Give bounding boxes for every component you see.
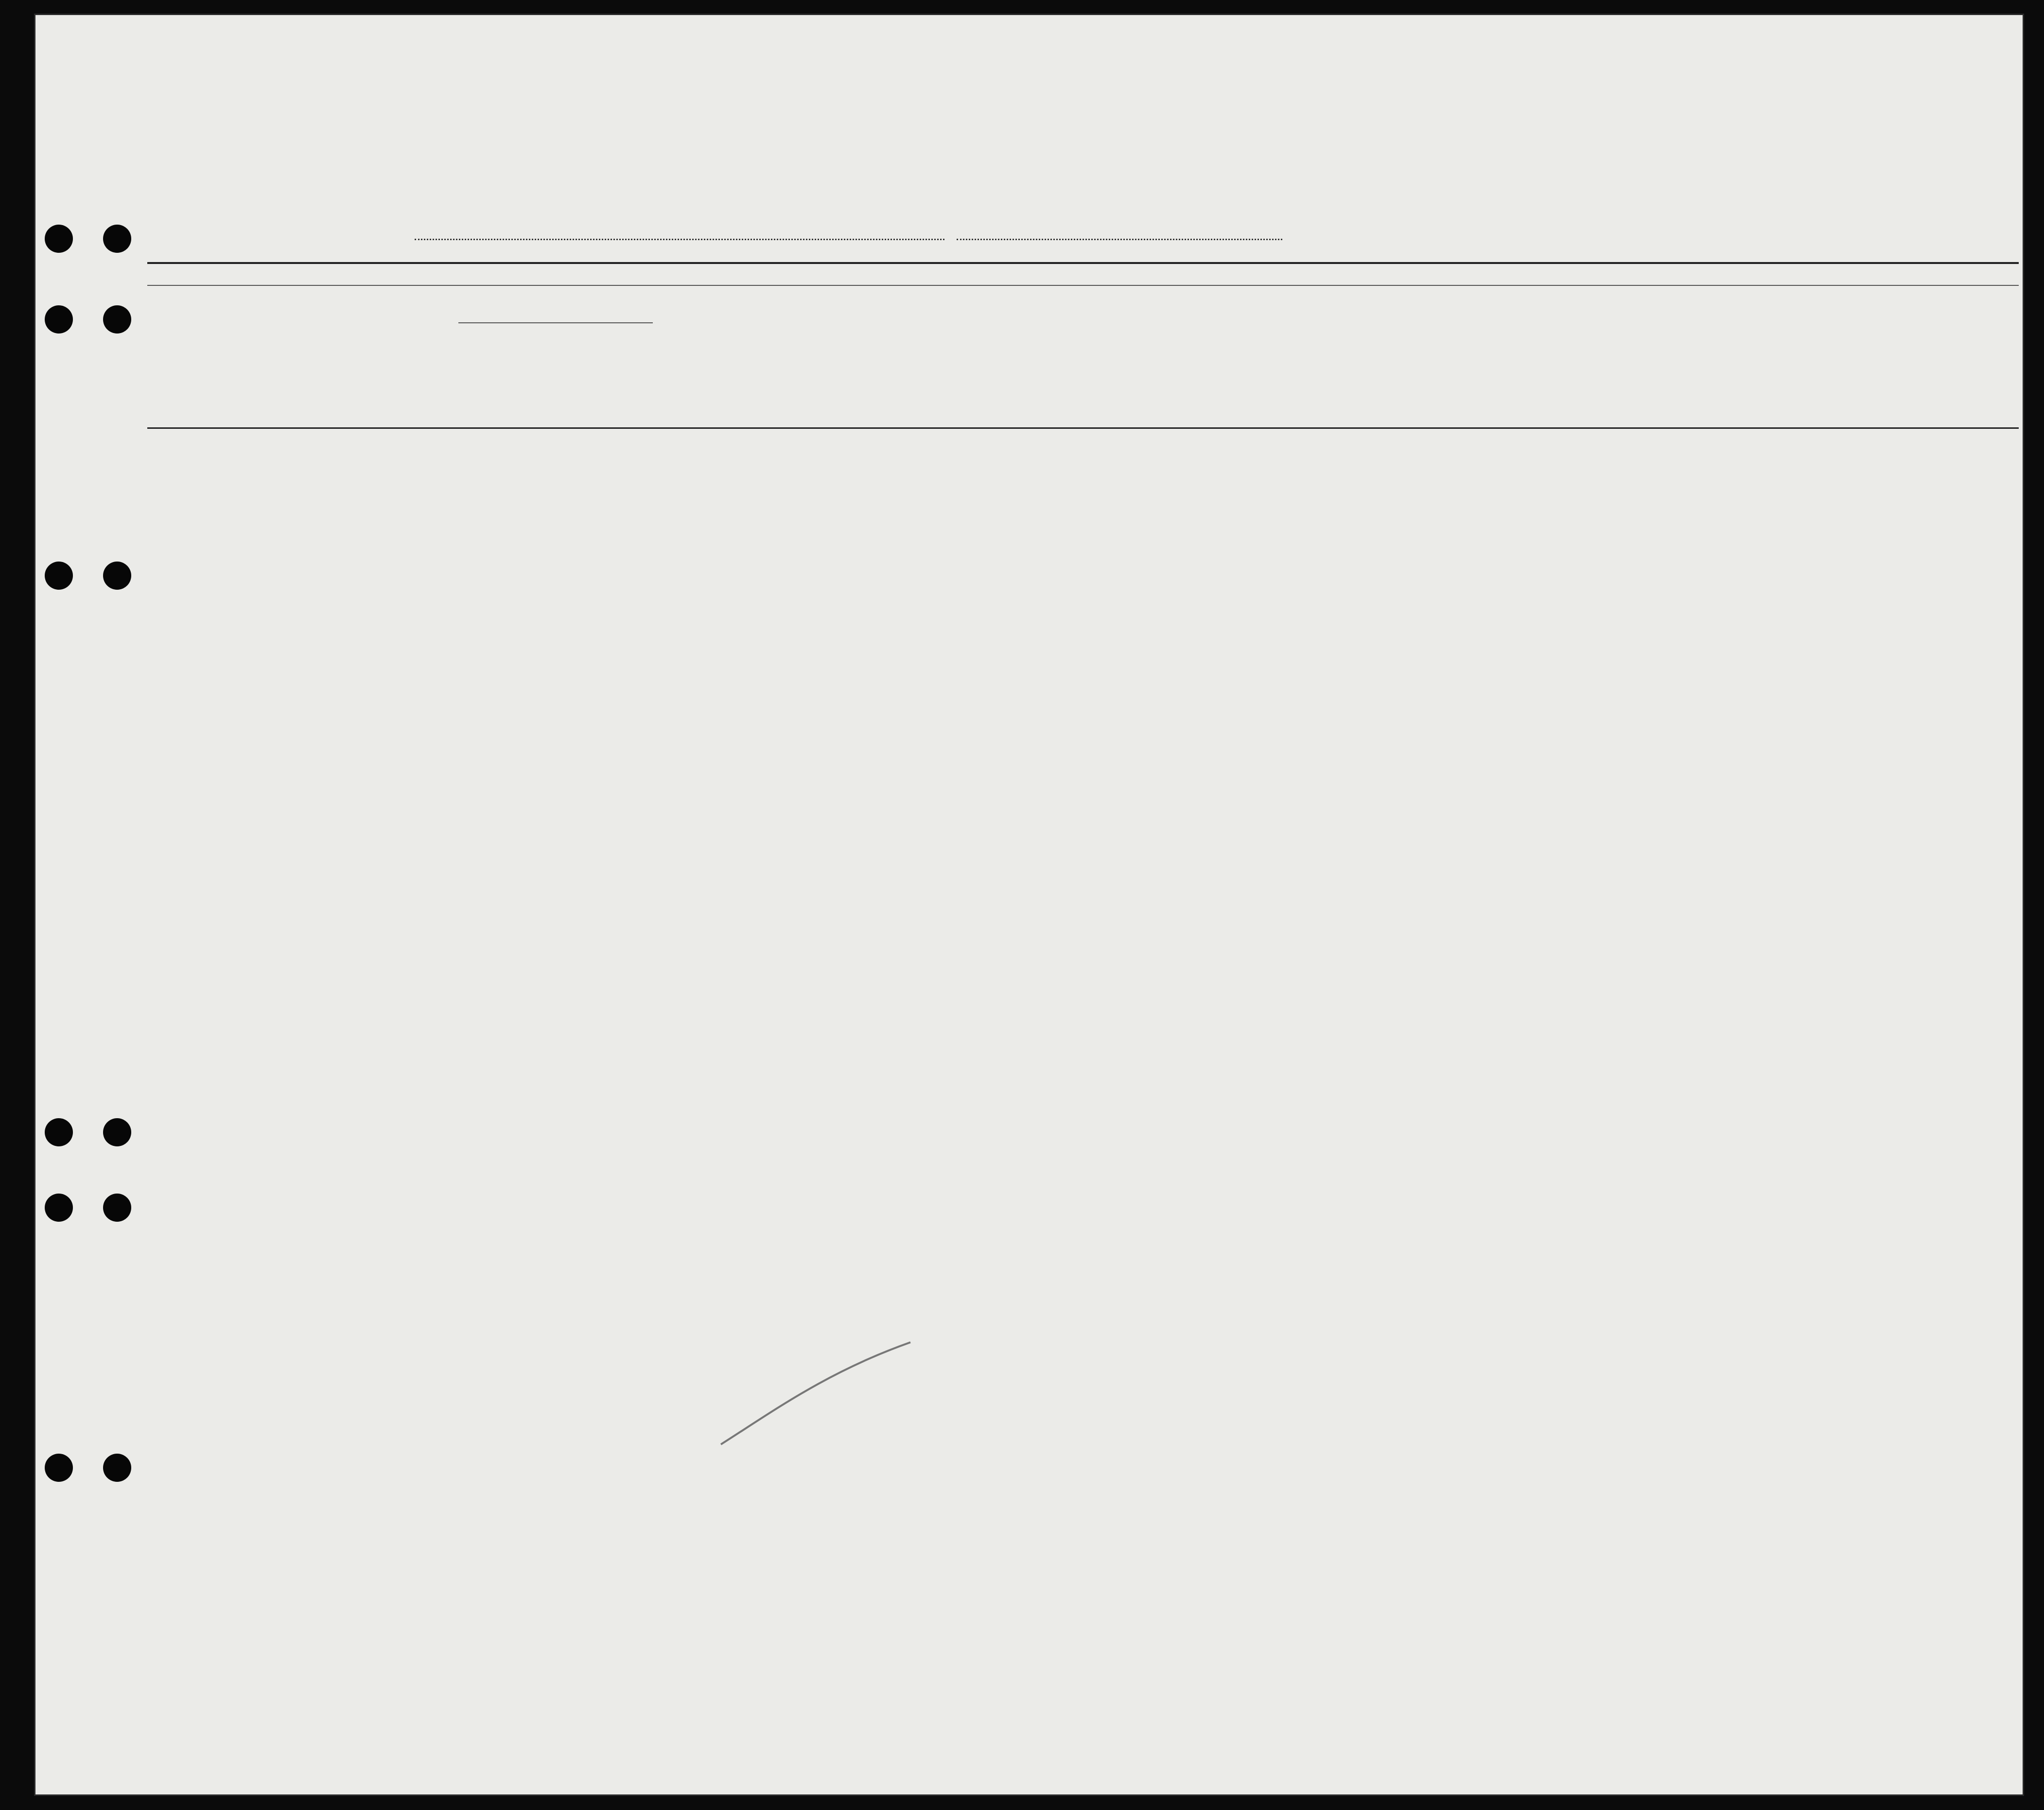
binder-hole: [103, 1454, 131, 1482]
header-overthrow: [1466, 292, 1517, 423]
binder-hole: [45, 1118, 73, 1146]
final-destination-subrule: [458, 322, 653, 323]
header-purpose-length: [1282, 307, 1311, 423]
header-purpose-return: [1224, 307, 1273, 423]
header-feet: [1720, 355, 1733, 423]
binder-hole: [45, 225, 73, 253]
header-polygamist: [1419, 292, 1433, 423]
port-line: [415, 239, 944, 240]
binder-hole: [103, 1194, 131, 1222]
binder-hole: [103, 562, 131, 590]
binder-hole: [103, 225, 131, 253]
header-labor-offer: [1524, 292, 1563, 423]
date-line: [957, 239, 1282, 240]
header-ticket: [660, 291, 680, 425]
pencil-mark: [716, 1337, 920, 1454]
column-number-rule: [147, 285, 2019, 286]
header-complexion: [1769, 316, 1783, 423]
header-anarchist: [1443, 292, 1456, 423]
binder-hole: [45, 1194, 73, 1222]
table-top-rule: [147, 262, 2019, 264]
header-purpose-citizen: [1332, 307, 1366, 423]
header-deported: [1572, 292, 1601, 423]
header-fifty-dollars: [795, 291, 814, 425]
binder-hole: [45, 305, 73, 334]
binder-hole: [45, 562, 73, 590]
header-bottom-rule: [147, 427, 2019, 429]
header-prison: [1388, 292, 1415, 423]
header-inches: [1743, 355, 1757, 423]
binder-hole: [45, 1454, 73, 1482]
binder-hole: [103, 305, 131, 334]
binder-hole: [103, 1118, 131, 1146]
manifest-sheet: [34, 14, 2024, 1796]
